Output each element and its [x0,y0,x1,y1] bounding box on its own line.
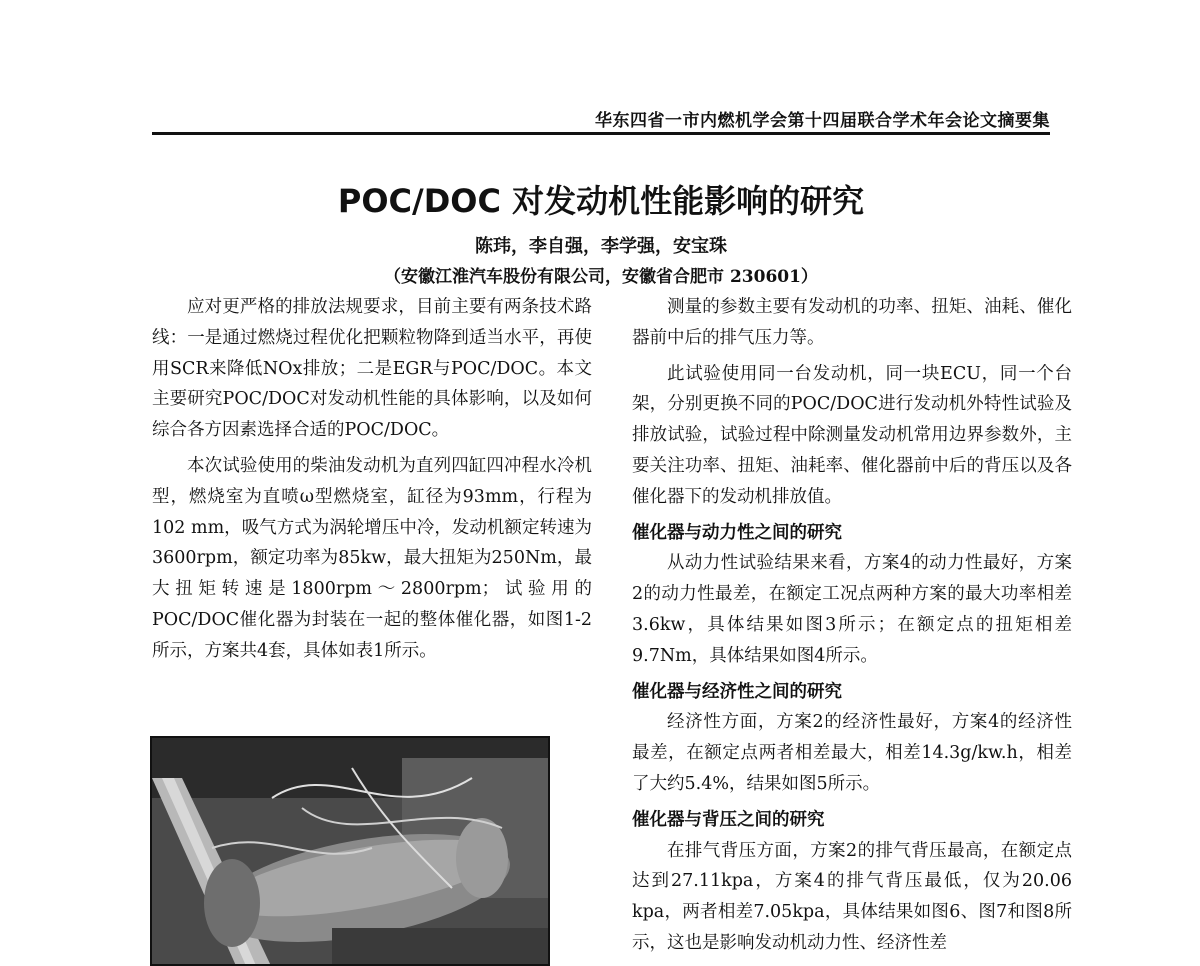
paragraph: 在排气背压方面，方案2的排气背压最高，在额定点达到27.11kpa，方案4的排气背压最低，仅为20.06 kpa，两者相差7.05kpa，具体结果如图6、图7和图8所示，这也是影响发动机动力性、经济性差 [632,840,1072,953]
section-heading: 催化器与背压之间的研究 [632,809,825,830]
affiliation: （安徽江淮汽车股份有限公司，安徽省合肥市 230601） [384,267,818,287]
paragraph: 应对更严格的排放法规要求，目前主要有两条技术路线：一是通过燃烧过程优化把颗粒物降到适当水平，再使用SCR来降低NOx排放；二是EGR与POC/DOC。本文主要研究POC/DOC对发动机性能的具体影响，以及如何综合各方因素选择合适的POC/DOC。 [152,297,592,441]
paragraph: 从动力性试验结果来看，方案4的动力性最好，方案2的动力性最差，在额定工况点两种方案的最大功率相差3.6kw，具体结果如图3所示；在额定点的扭矩相差9.7Nm，具体结果如图4所示。 [632,553,1072,666]
author-list: 陈玮，李自强，李学强，安宝珠 [475,236,727,257]
left-column [152,292,592,672]
paragraph: 经济性方面，方案2的经济性最好，方案4的经济性最差，在额定点两者相差最大，相差14.3g/kw.h，相差了大约5.4%，结果如图5所示。 [632,712,1072,794]
engine-photo-figure [150,736,550,966]
paper-title: POC/DOC 对发动机性能影响的研究 [337,182,865,220]
running-header: 华东四省一市内燃机学会第十四届联合学术年会论文摘要集 [595,111,1050,131]
paragraph: 测量的参数主要有发动机的功率、扭矩、油耗、催化器前中后的排气压力等。 [632,297,1072,348]
catalyst-photo [152,738,550,966]
header-rule [152,132,1050,135]
section-heading: 催化器与动力性之间的研究 [632,522,842,543]
right-column [632,292,1072,964]
paragraph: 此试验使用同一台发动机，同一块ECU，同一个台架，分别更换不同的POC/DOC进行发动机外特性试验及排放试验，试验过程中除测量发动机常用边界参数外，主要关注功率、扭矩、油耗率、催化器前中后的背压以及各催化器下的发动机排放值。 [632,363,1072,507]
section-heading: 催化器与经济性之间的研究 [632,681,842,702]
paragraph: 本次试验使用的柴油发动机为直列四缸四冲程水冷机型，燃烧室为直喷ω型燃烧室，缸径为93mm，行程为102 mm，吸气方式为涡轮增压中冷，发动机额定转速为3600rpm，额定功率为85kw，最大扭矩为250Nm，最大扭矩转速是1800rpm～2800rpm；试验用的POC/DOC催化器为封装在一起的整体催化器，如图1-2所示，方案共4套，具体如表1所示。 [152,455,592,661]
